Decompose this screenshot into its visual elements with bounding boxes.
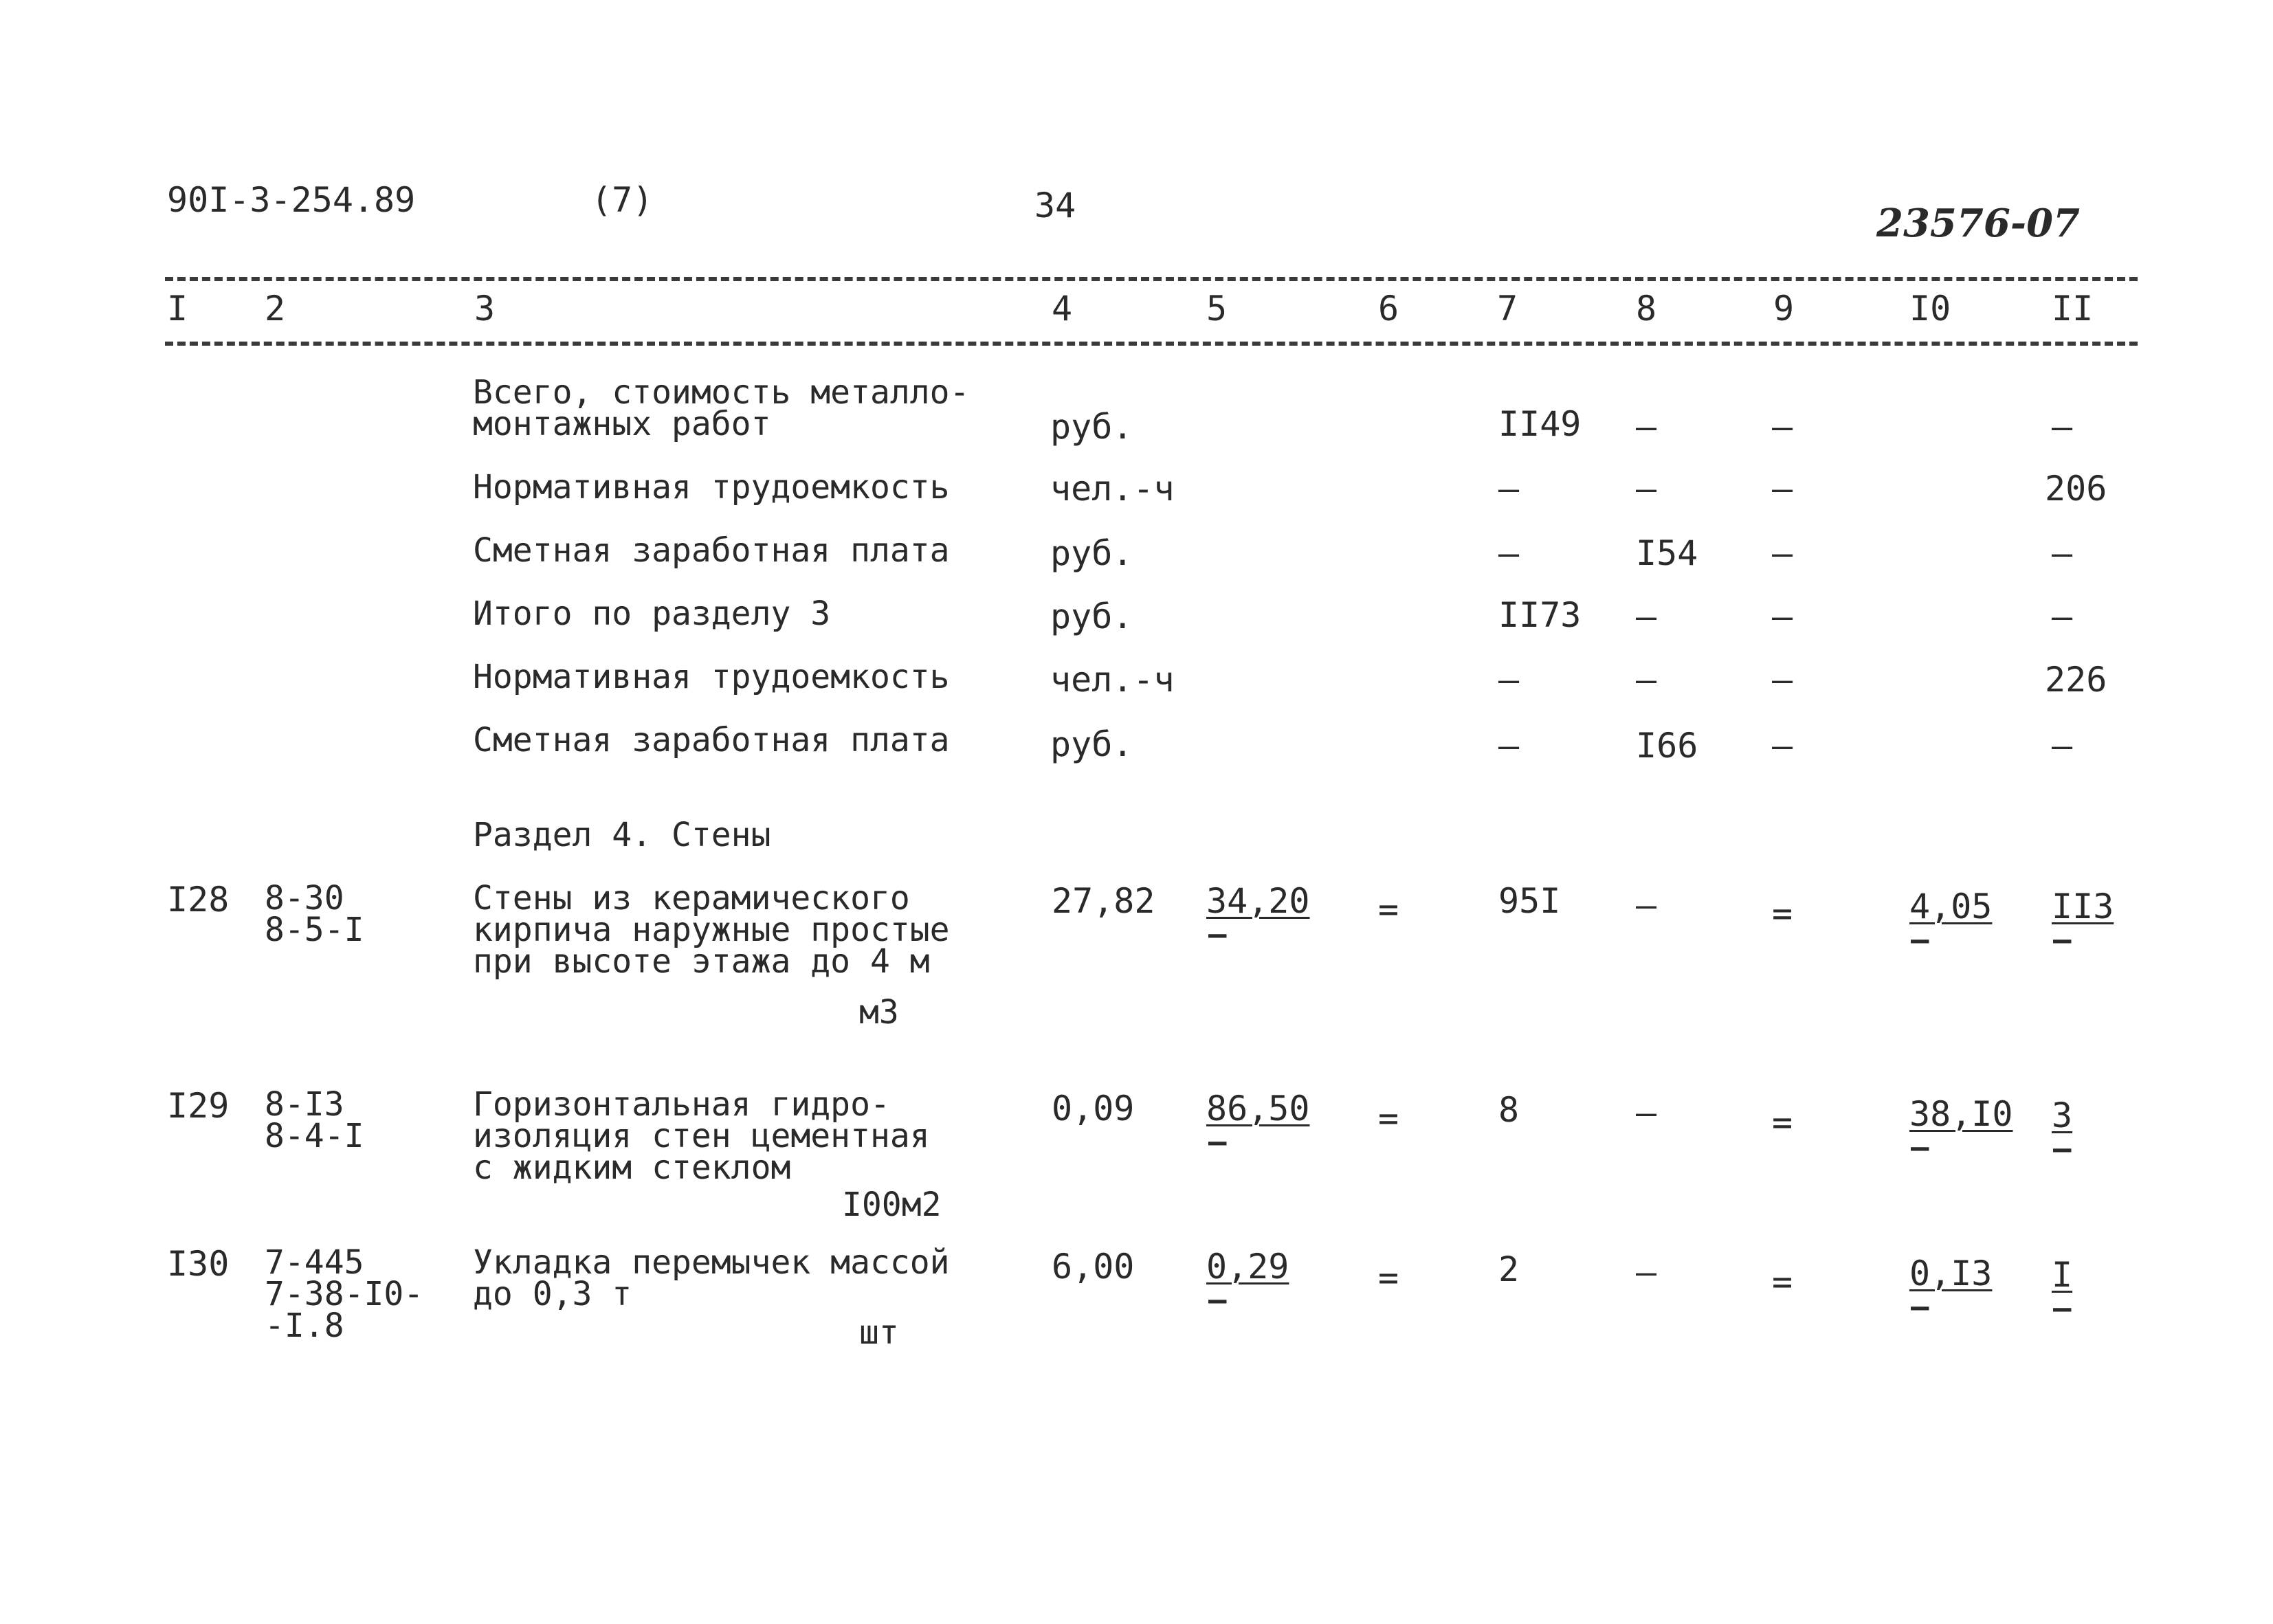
summary-col11: 206	[2045, 469, 2107, 509]
item-unit-price: 34,20	[1206, 881, 1310, 921]
item-code-line3: -I.8	[265, 1306, 344, 1345]
item-code-line1: 8-I3	[265, 1085, 344, 1124]
column-number-6: 6	[1378, 289, 1399, 329]
summary-unit: руб.	[1050, 597, 1133, 636]
item-col6: =	[1378, 889, 1399, 929]
summary-col8: –	[1636, 660, 1657, 700]
item-col8: –	[1636, 1093, 1657, 1133]
item-code-line1: 7-445	[265, 1243, 364, 1282]
summary-unit: руб.	[1050, 407, 1133, 447]
summary-col11: –	[2052, 597, 2073, 636]
summary-col7: –	[1498, 533, 1520, 573]
summary-label-line1: Итого по разделу 3	[473, 594, 831, 633]
item-desc-line2: кирпича наружные простые	[473, 911, 950, 949]
summary-col7: II49	[1498, 404, 1582, 444]
item-col8: –	[1636, 1252, 1657, 1292]
item-desc-line1: Укладка перемычек массой	[473, 1243, 950, 1282]
item-col6: =	[1378, 1258, 1399, 1298]
summary-unit: чел.-ч	[1050, 660, 1175, 700]
page-number: 34	[1034, 186, 1076, 225]
summary-label-line2: монтажных работ	[473, 405, 771, 443]
item-col8: –	[1636, 885, 1657, 925]
item-col11: II3	[2052, 887, 2114, 926]
item-code-line2: 8-4-I	[265, 1117, 364, 1155]
header-rule-bottom	[165, 342, 2138, 346]
archive-stamp-number: 23576-07	[1876, 201, 2080, 246]
item-code-line2: 8-5-I	[265, 911, 364, 949]
column-number-3: 3	[474, 289, 496, 329]
item-col10: 0,I3	[1909, 1254, 1993, 1293]
item-unit-price: 0,29	[1206, 1247, 1289, 1287]
column-number-5: 5	[1206, 289, 1228, 329]
summary-label-line1: Нормативная трудоемкость	[473, 468, 950, 507]
summary-col9: –	[1772, 660, 1793, 700]
item-unit: шт	[859, 1313, 899, 1352]
item-number: I28	[167, 880, 230, 920]
column-number-2: 2	[265, 289, 286, 329]
summary-col9: –	[1772, 533, 1793, 573]
item-col6: =	[1378, 1098, 1399, 1138]
summary-col8: –	[1636, 597, 1657, 636]
header-rule-top	[165, 277, 2138, 281]
item-code-line2: 7-38-I0-	[265, 1275, 424, 1313]
item-number: I29	[167, 1086, 230, 1126]
summary-col8: –	[1636, 469, 1657, 509]
item-quantity: 0,09	[1052, 1089, 1135, 1128]
section-title: Раздел 4. Стены	[473, 816, 771, 854]
item-quantity: 6,00	[1052, 1247, 1135, 1287]
item-desc-line2: до 0,3 т	[473, 1275, 632, 1313]
column-number-11: II	[2052, 289, 2094, 329]
summary-col11: –	[2052, 407, 2073, 447]
item-desc-line3: при высоте этажа до 4 м	[473, 942, 930, 981]
summary-col7: II73	[1498, 595, 1582, 635]
column-number-9: 9	[1773, 289, 1795, 329]
item-code-line1: 8-30	[265, 879, 344, 917]
item-desc-line3: с жидким стеклом	[473, 1148, 791, 1187]
summary-unit: руб.	[1050, 724, 1133, 764]
column-number-4: 4	[1052, 289, 1073, 329]
item-col11: I	[2052, 1255, 2073, 1295]
item-col7: 8	[1498, 1090, 1520, 1130]
item-col9: =	[1772, 893, 1793, 933]
price-sub-dash: –	[1208, 1124, 1227, 1159]
item-number: I30	[167, 1244, 230, 1284]
summary-col9: –	[1772, 469, 1793, 509]
item-unit-price: 86,50	[1206, 1089, 1310, 1128]
price-sub-dash: –	[1208, 1282, 1227, 1317]
col10-sub-dash: –	[1911, 1130, 1929, 1165]
summary-col8: –	[1636, 407, 1657, 447]
summary-col8: I54	[1636, 533, 1698, 573]
column-number-7: 7	[1497, 289, 1518, 329]
summary-label-line1: Всего, стоимость металло-	[473, 373, 970, 412]
summary-label-line1: Нормативная трудоемкость	[473, 658, 950, 696]
price-sub-dash: –	[1208, 917, 1227, 952]
summary-col7: –	[1498, 660, 1520, 700]
col11-sub-dash: –	[2053, 1131, 2072, 1166]
item-desc-line2: изоляция стен цементная	[473, 1117, 930, 1155]
item-unit: м3	[859, 993, 899, 1032]
column-number-1: I	[167, 289, 188, 329]
summary-col11: –	[2052, 533, 2073, 573]
item-col11: 3	[2052, 1095, 2073, 1135]
summary-col8: I66	[1636, 726, 1698, 766]
item-col7: 95I	[1498, 881, 1561, 921]
item-col9: =	[1772, 1102, 1793, 1142]
summary-col9: –	[1772, 726, 1793, 766]
item-desc-line1: Стены из керамического	[473, 879, 910, 917]
item-col9: =	[1772, 1262, 1793, 1302]
column-number-10: I0	[1909, 289, 1951, 329]
summary-col7: –	[1498, 469, 1520, 509]
sheet-mark: (7)	[591, 180, 654, 220]
item-col7: 2	[1498, 1249, 1520, 1289]
col11-sub-dash: –	[2053, 1291, 2072, 1326]
summary-col9: –	[1772, 407, 1793, 447]
item-col10: 38,I0	[1909, 1094, 2013, 1134]
col10-sub-dash: –	[1911, 1289, 1929, 1324]
summary-col7: –	[1498, 726, 1520, 766]
summary-col11: –	[2052, 726, 2073, 766]
summary-label-line1: Сметная заработная плата	[473, 531, 950, 570]
document-code: 90I-3-254.89	[167, 180, 416, 220]
column-number-8: 8	[1636, 289, 1657, 329]
summary-col9: –	[1772, 597, 1793, 636]
item-desc-line1: Горизонтальная гидро-	[473, 1085, 890, 1124]
summary-unit: руб.	[1050, 533, 1133, 573]
item-col10: 4,05	[1909, 887, 1993, 926]
col11-sub-dash: –	[2053, 922, 2072, 957]
summary-unit: чел.-ч	[1050, 469, 1175, 509]
summary-label-line1: Сметная заработная плата	[473, 721, 950, 759]
col10-sub-dash: –	[1911, 922, 1929, 957]
item-unit: I00м2	[842, 1186, 942, 1224]
item-quantity: 27,82	[1052, 881, 1155, 921]
summary-col11: 226	[2045, 660, 2107, 700]
